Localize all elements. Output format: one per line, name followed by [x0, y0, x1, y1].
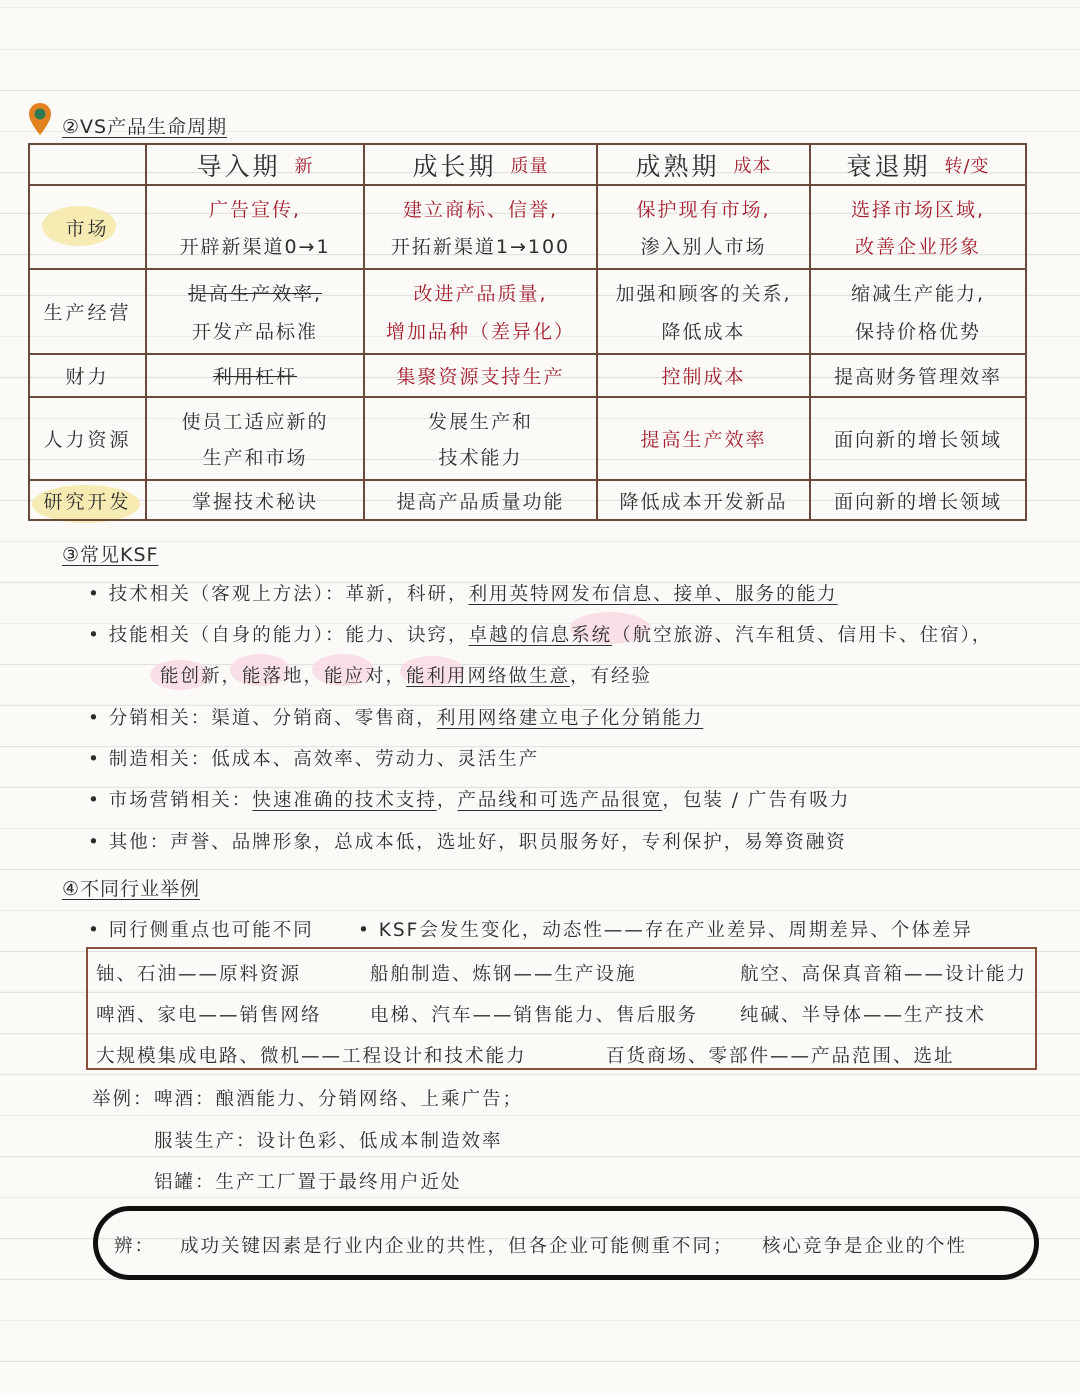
table-cell: 广告宣传, 开辟新渠道0→1 [179, 199, 331, 258]
table-cell: 提高生产效率 [640, 429, 767, 451]
industry-example: 百货商场、零部件——产品范围、选址 [606, 1046, 955, 1067]
row-label-market: 市场 [65, 217, 110, 240]
lifecycle-table [28, 143, 1027, 521]
header-mature: 成熟期 成本 [635, 151, 772, 181]
table-cell: 提高产品质量功能 [396, 490, 565, 513]
note-text: 成功关键因素是行业内企业的共性，但各企业可能侧重不同； [180, 1236, 734, 1257]
table-cell: 利用杠杆 [212, 366, 297, 388]
table-cell: 提高财务管理效率 [833, 366, 1002, 388]
examples-label: 举例： [92, 1089, 154, 1110]
example-line: 服装生产：设计色彩、低成本制造效率 [154, 1131, 503, 1152]
table-cell: 控制成本 [661, 366, 746, 388]
industry-example: 大规模集成电路、微机——工程设计和技术能力 [96, 1046, 527, 1067]
header-growth: 成长期 质量 [412, 151, 549, 181]
note-text-core: 核心竞争是企业的个性 [762, 1236, 968, 1257]
industry-example: 啤酒、家电——销售网络 [96, 1005, 322, 1026]
table-cell: 集聚资源支持生产 [396, 366, 565, 388]
table-cell: 选择市场区域, 改善企业形象 [850, 199, 986, 258]
ksf-item: • 其他：声誉、品牌形象，总成本低，选址好，职员服务好，专利保护，易筹资融资 [88, 832, 847, 853]
table-cell: 保护现有市场, 渗入别人市场 [636, 199, 771, 258]
example-line: 啤酒：酿酒能力、分销网络、上乘广告； [154, 1089, 524, 1110]
section-title-industry: ④不同行业举例 [62, 878, 201, 900]
row-label-rnd: 研究开发 [43, 490, 132, 513]
industry-example: 电梯、汽车——销售能力、售后服务 [370, 1005, 699, 1026]
ksf-item: • 分销相关：渠道、分销商、零售商，利用网络建立电子化分销能力 [88, 708, 704, 729]
location-pin-icon [28, 102, 52, 136]
row-label-hr: 人力资源 [43, 429, 132, 451]
row-label-finance: 财力 [65, 366, 110, 388]
table-cell: 发展生产和 技术能力 [427, 410, 533, 470]
table-cell: 面向新的增长领域 [833, 490, 1002, 513]
example-line: 铝罐：生产工厂置于最终用户近处 [154, 1172, 462, 1193]
note-label: 辨： [114, 1236, 156, 1257]
ksf-item: • 市场营销相关：快速准确的技术支持，产品线和可选产品很宽，包装 / 广告有吸力 [88, 790, 851, 811]
header-decline: 衰退期 转/变 [846, 151, 990, 181]
ksf-item: • 技术相关（客观上方法）：革新，科研，利用英特网发布信息、接单、服务的能力 [88, 584, 838, 605]
section-title-lifecycle: ②VS产品生命周期 [62, 116, 228, 138]
industry-example: 铀、石油——原料资源 [96, 964, 302, 985]
header-intro: 导入期 新 [196, 151, 314, 181]
table-cell: 缩减生产能力, 保持价格优势 [850, 283, 986, 343]
table-cell: 使员工适应新的 生产和市场 [181, 410, 329, 470]
industry-example: 船舶制造、炼钢——生产设施 [370, 964, 637, 985]
industry-example: 航空、高保真音箱——设计能力 [740, 964, 1028, 985]
table-cell: 建立商标、信誉, 开拓新渠道1→100 [390, 199, 571, 258]
table-cell: 掌握技术秘诀 [191, 490, 318, 513]
table-cell: 面向新的增长领域 [833, 429, 1002, 451]
table-cell: 降低成本开发新品 [619, 490, 788, 513]
industry-example: 纯碱、半导体——生产技术 [740, 1005, 987, 1026]
industry-bullet: • KSF会发生变化，动态性——存在产业差异、周期差异、个体差异 [358, 920, 973, 941]
table-cell: 加强和顾客的关系, 降低成本 [615, 283, 792, 343]
ksf-item: • 技能相关（自身的能力）：能力、诀窍，卓越的信息系统（航空旅游、汽车租赁、信用卡、住宿）， [88, 625, 993, 646]
section-title-ksf: ③常见KSF [62, 544, 159, 566]
ksf-item: • 制造相关：低成本、高效率、劳动力、灵活生产 [88, 749, 540, 770]
table-cell: 提高生产效率, 开发产品标准 [187, 283, 323, 343]
ksf-item-continued: 能创新，能落地，能应对，能利用网络做生意，有经验 [160, 666, 653, 687]
row-label-production: 生产经营 [43, 302, 132, 324]
table-cell: 改进产品质量, 增加品种（差异化） [385, 283, 575, 343]
industry-bullet: • 同行侧重点也可能不同 [88, 920, 314, 941]
